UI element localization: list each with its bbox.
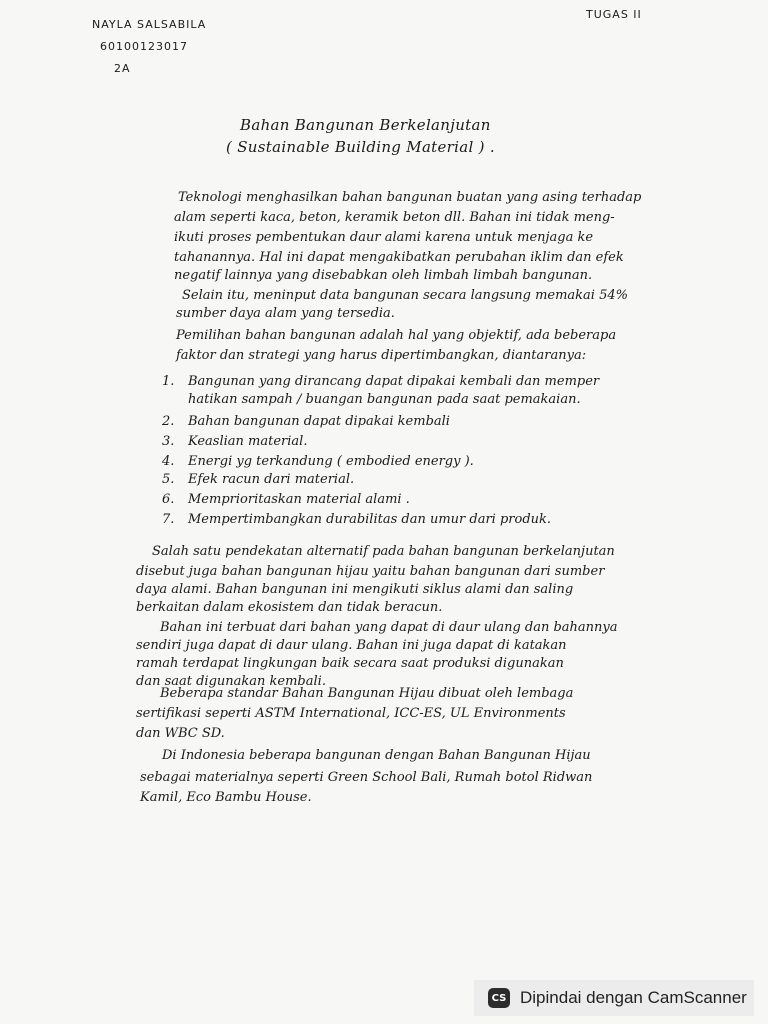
text-line: sebagai materialnya seperti Green School Bali, Rumah botol Ridwan [140,770,593,785]
text-line: sendiri juga dapat di daur ulang. Bahan ini juga dapat di katakan [136,638,567,653]
text-line: sertifikasi seperti ASTM International, ICC-ES, UL Environments [136,706,566,721]
list-number: 2. [162,414,175,429]
text-line: daya alami. Bahan bangunan ini mengikuti siklus alami dan saling [136,582,574,597]
list-text: Keaslian material. [188,434,308,449]
text-line: ikuti proses pembentukan daur alami karena untuk menjaga ke [174,230,594,245]
text-line: sumber daya alam yang tersedia. [176,306,395,321]
text-line: dan saat digunakan kembali. [136,674,326,689]
list-item-continuation: hatikan sampah / buangan bangunan pada saat pemakaian. [188,392,581,407]
text-line: berkaitan dalam ekosistem dan tidak beracun. [136,600,443,615]
text-line: Di Indonesia beberapa bangunan dengan Bahan Bangunan Hijau [162,748,591,763]
list-number: 6. [162,492,175,507]
list-text: Bahan bangunan dapat dipakai kembali [188,414,450,429]
page-title: Bahan Bangunan Berkelanjutan [240,116,491,134]
text-line: Pemilihan bahan bangunan adalah hal yang objektif, ada beberapa [176,328,617,343]
list-text: Bangunan yang dirancang dapat dipakai kembali dan memper [188,374,600,389]
list-text: Mempertimbangkan durabilitas dan umur dari produk. [188,512,552,527]
camscanner-watermark [474,980,754,1016]
list-item [162,414,450,430]
list-item [162,512,551,528]
list-item [162,472,354,488]
student-id: 60100123017 [100,40,188,53]
text-line: negatif lainnya yang disebabkan oleh limbah limbah bangunan. [174,268,593,283]
list-text: Memprioritaskan material alami . [188,492,410,507]
list-number: 7. [162,512,175,527]
text-line: tahanannya. Hal ini dapat mengakibatkan perubahan iklim dan efek [174,250,624,265]
list-number: 1. [162,374,175,389]
camscanner-text: Dipindai dengan CamScanner [520,988,747,1007]
text-line: Bahan ini terbuat dari bahan yang dapat di daur ulang dan bahannya [160,620,618,635]
student-name: NAYLA SALSABILA [92,18,207,31]
text-line: disebut juga bahan bangunan hijau yaitu bahan bangunan dari sumber [136,564,605,579]
text-line: Selain itu, meninput data bangunan secara langsung memakai 54% [182,288,628,303]
text-line: Kamil, Eco Bambu House. [140,790,312,805]
camscanner-logo-icon: CS [488,988,510,1008]
list-item [162,374,599,390]
text-line: Beberapa standar Bahan Bangunan Hijau dibuat oleh lembaga [160,686,574,701]
text-line: ramah terdapat lingkungan baik secara saat produksi digunakan [136,656,564,671]
list-item [162,492,410,508]
list-item [162,454,474,470]
text-line: Salah satu pendekatan alternatif pada bahan bangunan berkelanjutan [152,544,615,559]
text-line: Teknologi menghasilkan bahan bangunan buatan yang asing terhadap [178,190,642,205]
student-class: 2A [114,62,131,75]
list-number: 5. [162,472,175,487]
page-subtitle: ( Sustainable Building Material ) . [226,138,495,156]
text-line: alam seperti kaca, beton, keramik beton dll. Bahan ini tidak meng- [174,210,615,225]
text-line: faktor dan strategi yang harus dipertimbangkan, diantaranya: [176,348,587,363]
list-item [162,434,307,450]
text-line: dan WBC SD. [136,726,225,741]
list-text: Efek racun dari material. [188,472,355,487]
assignment-label: TUGAS II [586,8,642,21]
list-number: 3. [162,434,175,449]
list-number: 4. [162,454,175,469]
list-text: Energi yg terkandung ( embodied energy ). [188,454,474,469]
